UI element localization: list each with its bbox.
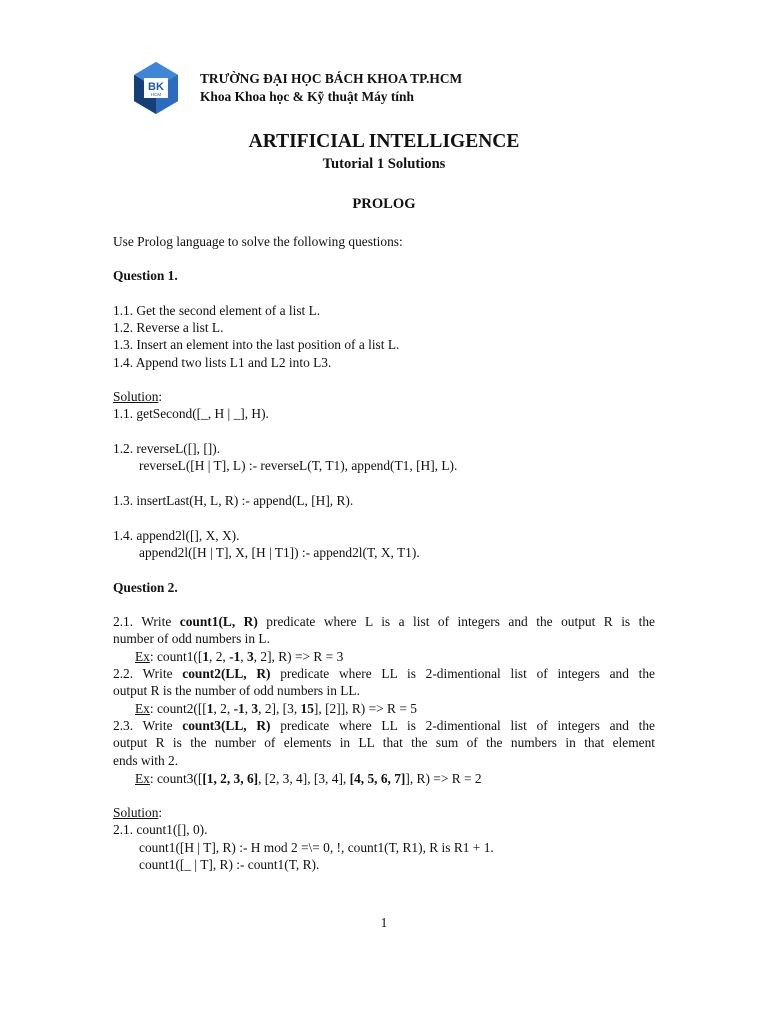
solution-line: count1([H | T], R) :- H mod 2 =\= 0, !, count1(T, R1), R is R1 + 1. (139, 840, 494, 855)
solution-line: append2l([H | T], X, [H | T1]) :- append2l(T, X, T1). (139, 545, 420, 560)
solution-line: reverseL([H | T], L) :- reverseL(T, T1), append(T1, [H], L). (139, 458, 458, 473)
question-2-3-text: 2.3. Write count3(LL, R) predicate where LL is 2-dimentional list of integers and the output R is the number of elements in LL that the sum of the numbers in that element ends with 2. (113, 718, 655, 768)
question-1-heading: Question 1. (113, 268, 178, 283)
solution-line: count1([_ | T], R) :- count1(T, R). (139, 857, 320, 872)
logo-subtext: HCM (150, 92, 162, 97)
solution-line: 2.1. count1([], 0). (113, 822, 208, 837)
question-1-item: 1.1. Get the second element of a list L. (113, 303, 321, 318)
page-number: 1 (380, 915, 388, 930)
solution-2-label: Solution: (113, 805, 163, 820)
question-1-item: 1.3. Insert an element into the last position of a list L. (113, 337, 400, 352)
question-1-item: 1.4. Append two lists L1 and L2 into L3. (113, 355, 332, 370)
example-2-1: Ex: count1([1, 2, -1, 3, 2], R) => R = 3 (135, 649, 344, 664)
university-name: TRƯỜNG ĐẠI HỌC BÁCH KHOA TP.HCM (200, 71, 463, 86)
question-2-heading: Question 2. (113, 580, 178, 595)
example-2-2: Ex: count2([[1, 2, -1, 3, 2], [3, 15], [2]], R) => R = 5 (135, 701, 417, 716)
solution-1-label: Solution: (113, 389, 163, 404)
solution-line: 1.3. insertLast(H, L, R) :- append(L, [H], R). (113, 493, 354, 508)
section-heading: PROLOG (352, 196, 416, 212)
example-2-3: Ex: count3([[1, 2, 3, 6], [2, 3, 4], [3, 4], [4, 5, 6, 7]], R) => R = 2 (135, 771, 482, 786)
question-1-item: 1.2. Reverse a list L. (113, 320, 224, 335)
solution-line: 1.4. append2l([], X, X). (113, 528, 240, 543)
logo-text: BK (148, 81, 164, 93)
question-2-1-text: 2.1. Write count1(L, R) predicate where L is a list of integers and the output R is the number of odd numbers in L. (113, 614, 655, 647)
solution-line: 1.1. getSecond([_, H | _], H). (113, 406, 269, 421)
question-2-2-text: 2.2. Write count2(LL, R) predicate where LL is 2-dimentional list of integers and the output R is the number of odd numbers in LL. (113, 666, 655, 699)
faculty-name: Khoa Khoa học & Kỹ thuật Máy tính (200, 89, 414, 104)
solution-line: 1.2. reverseL([], []). (113, 441, 221, 456)
intro-text: Use Prolog language to solve the following questions: (113, 234, 403, 249)
document-subtitle: Tutorial 1 Solutions (322, 156, 446, 172)
university-logo (128, 60, 184, 116)
document-title: ARTIFICIAL INTELLIGENCE (248, 131, 520, 152)
